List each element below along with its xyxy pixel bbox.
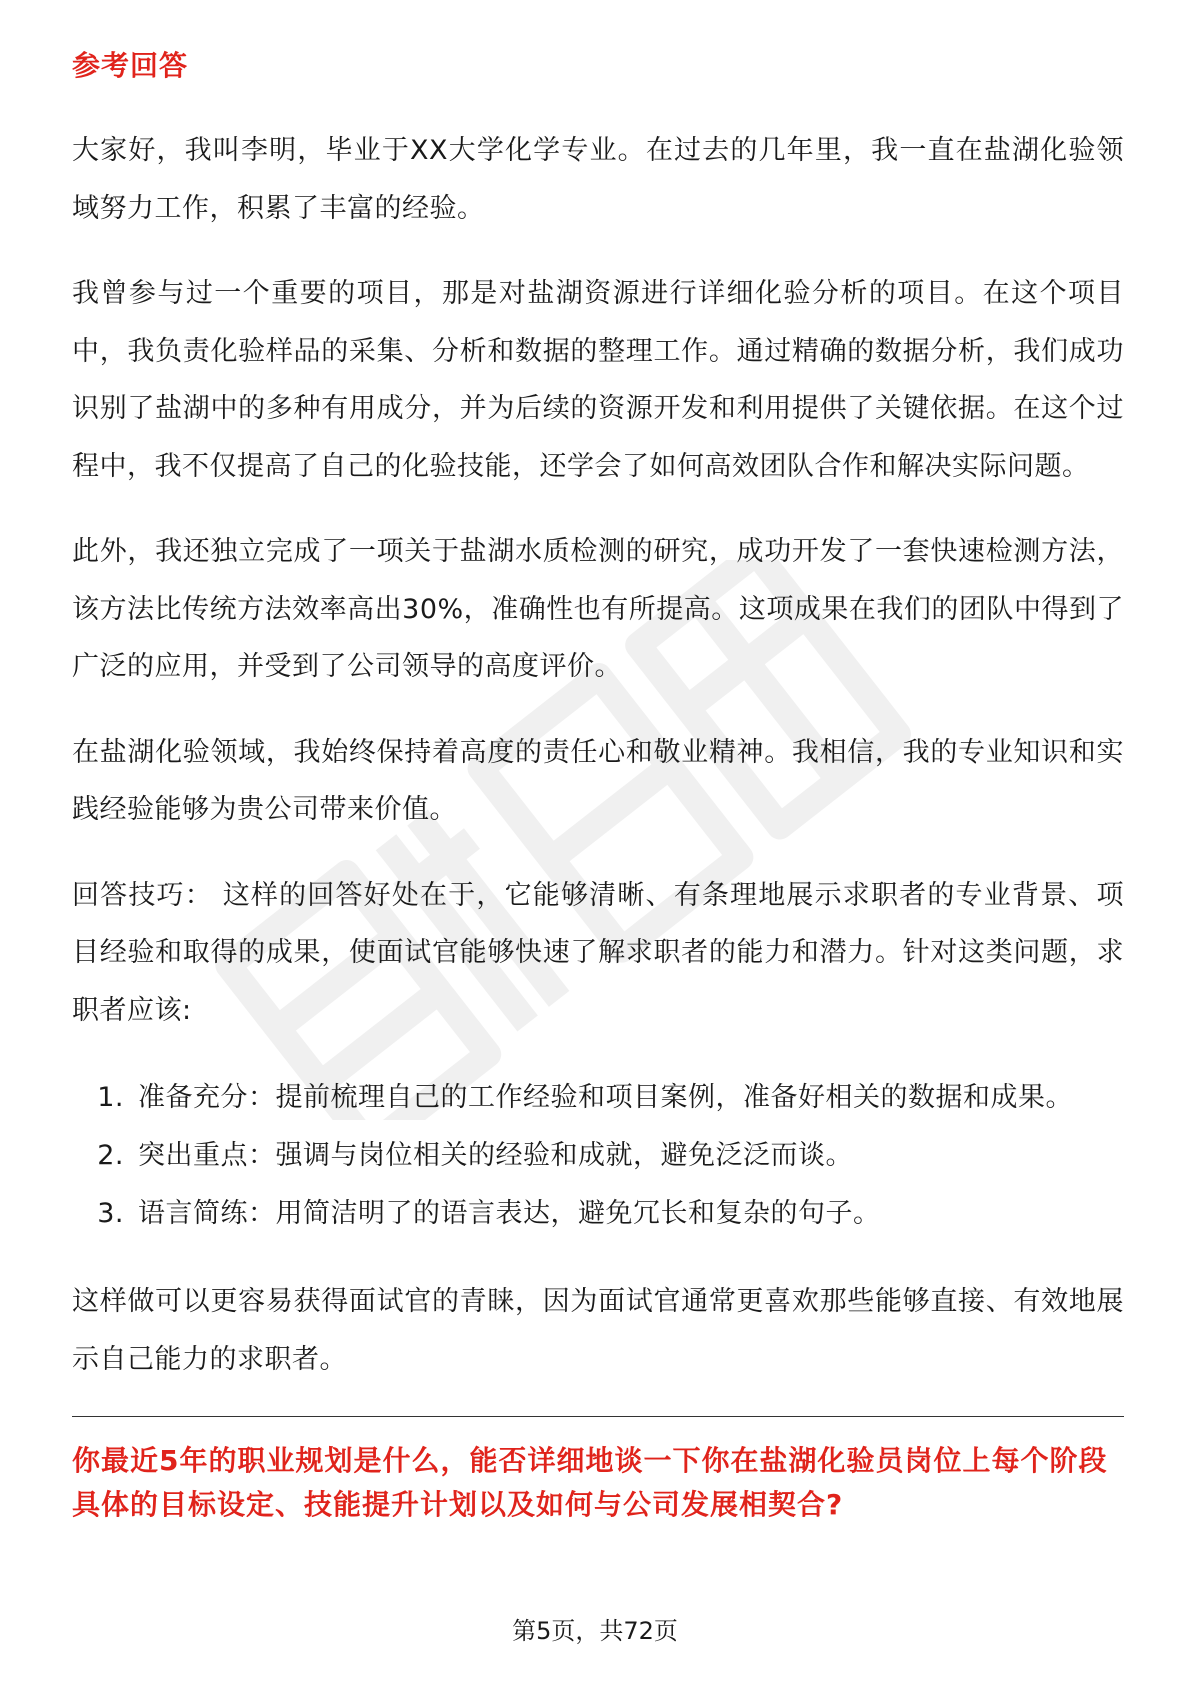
list-item-text: 准备充分：提前梳理自己的工作经验和项目案例，准备好相关的数据和成果。 bbox=[138, 1082, 1073, 1113]
list-item bbox=[72, 1069, 1124, 1127]
list-item bbox=[72, 1185, 1124, 1243]
list-item-number: 3. bbox=[97, 1198, 124, 1229]
list-item-text: 语言简练：用简洁明了的语言表达，避免冗长和复杂的句子。 bbox=[138, 1198, 881, 1229]
document-content bbox=[72, 46, 1124, 1527]
tips-paragraph: 回答技巧： 这样的回答好处在于，它能够清晰、有条理地展示求职者的专业背景、项目经验和取得的成果，使面试官能够快速了解求职者的能力和潜力。针对这类问题，求职者应该: bbox=[72, 879, 1124, 1026]
next-question: 你最近5年的职业规划是什么，能否详细地谈一下你在盐湖化验员岗位上每个阶段具体的目标设定、技能提升计划以及如何与公司发展相契合? bbox=[72, 1444, 1108, 1521]
list-item-number: 1. bbox=[97, 1082, 124, 1113]
closing-paragraph: 这样做可以更容易获得面试官的青睐，因为面试官通常更喜欢那些能够直接、有效地展示自己能力的求职者。 bbox=[72, 1286, 1124, 1375]
list-item-number: 2. bbox=[97, 1140, 124, 1171]
section-divider bbox=[72, 1416, 1124, 1417]
tips-list bbox=[72, 1069, 1124, 1243]
list-item-text: 突出重点：强调与岗位相关的经验和成就，避免泛泛而谈。 bbox=[138, 1140, 853, 1171]
answer-paragraph: 我曾参与过一个重要的项目，那是对盐湖资源进行详细化验分析的项目。在这个项目中，我负责化验样品的采集、分析和数据的整理工作。通过精确的数据分析，我们成功识别了盐湖中的多种有用成分，并为后续的资源开发和利用提供了关键依据。在这个过程中，我不仅提高了自己的化验技能，还学会了如何高效团队合作和解决实际问题。 bbox=[72, 278, 1124, 482]
section-title: 参考回答 bbox=[72, 49, 189, 82]
answer-paragraph: 此外，我还独立完成了一项关于盐湖水质检测的研究，成功开发了一套快速检测方法，该方法比传统方法效率高出30%，准确性也有所提高。这项成果在我们的团队中得到了广泛的应用，并受到了公司领导的高度评价。 bbox=[72, 536, 1124, 682]
answer-paragraph: 在盐湖化验领域，我始终保持着高度的责任心和敬业精神。我相信，我的专业知识和实践经验能够为贵公司带来价值。 bbox=[72, 736, 1124, 825]
page-number: 第5页，共72页 bbox=[512, 1617, 678, 1645]
answer-paragraph: 大家好，我叫李明，毕业于XX大学化学专业。在过去的几年里，我一直在盐湖化验领域努力工作，积累了丰富的经验。 bbox=[72, 135, 1124, 224]
list-item bbox=[72, 1127, 1124, 1185]
